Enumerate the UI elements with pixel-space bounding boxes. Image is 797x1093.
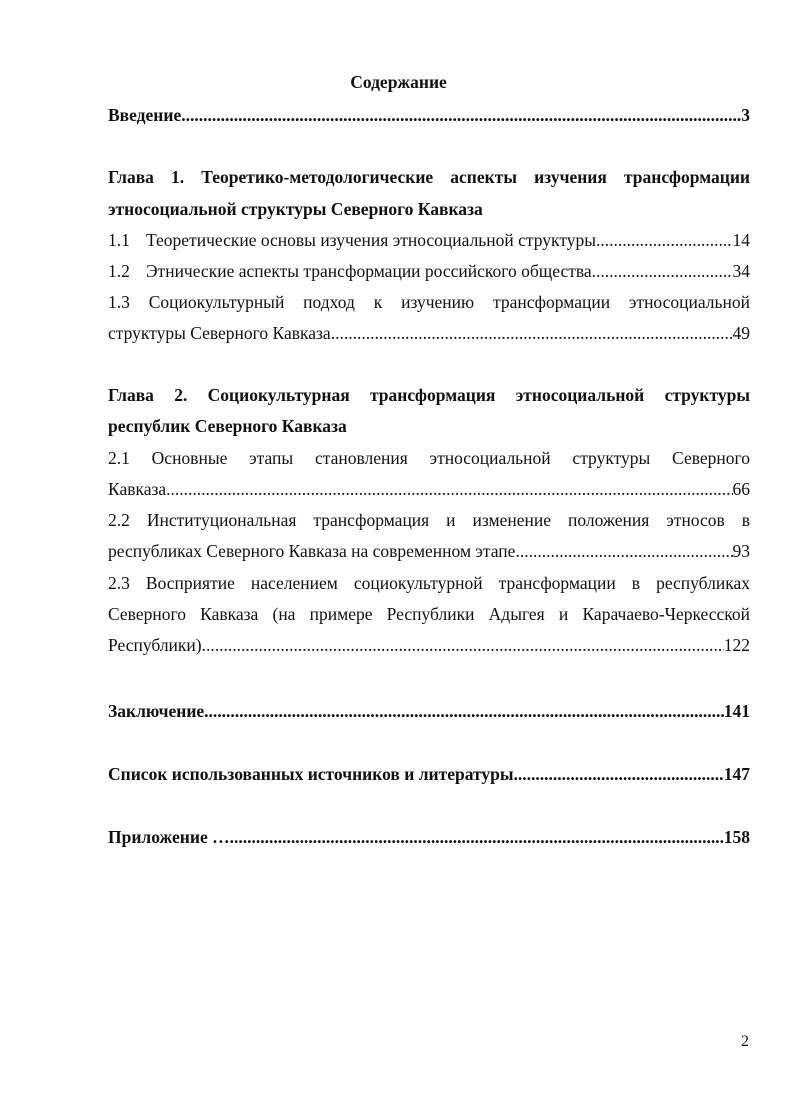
dot-leader	[514, 763, 724, 785]
toc-label: Республики)	[108, 635, 202, 655]
dot-leader	[181, 104, 741, 126]
page-number: 2	[741, 1033, 749, 1050]
toc-page: 122	[723, 635, 750, 655]
dot-leader	[515, 540, 732, 562]
section-number: 1.1	[108, 230, 130, 250]
toc-entry-intro	[108, 104, 750, 126]
dot-leader	[202, 634, 724, 656]
toc-entry-1-1	[108, 229, 750, 251]
toc-entry-1-3-line1: 1.3 Социокультурный подход к изучению трансформации этносоциальной	[108, 292, 750, 312]
chapter1-heading-line2: этносоциальной структуры Северного Кавказа	[108, 199, 483, 219]
toc-entry-2-2-line1: 2.2 Институциональная трансформация и изменение положения этносов в	[108, 510, 750, 530]
dot-leader	[331, 322, 733, 344]
section-title: Теоретические основы изучения этносоциальной структуры	[146, 230, 596, 250]
dot-leader	[592, 260, 733, 282]
toc-entry-2-1-line1: 2.1 Основные этапы становления этносоциальной структуры Северного	[108, 448, 750, 468]
toc-page: 141	[723, 701, 750, 721]
toc-entry-appendix	[108, 826, 750, 848]
toc-page: 49	[732, 323, 750, 343]
toc-entry-1-2	[108, 260, 750, 282]
toc-page: 66	[732, 479, 750, 499]
chapter2-heading-line2: республик Северного Кавказа	[108, 416, 347, 436]
toc-page: 158	[723, 827, 750, 847]
toc-entry-1-3-line2	[108, 322, 750, 344]
chapter1-heading-line1: Глава 1. Теоретико-методологические аспекты изучения трансформации	[108, 167, 750, 187]
section-title: Этнические аспекты трансформации российского общества	[146, 261, 592, 281]
toc-label: Введение	[108, 105, 182, 125]
section-number: 1.2	[108, 261, 130, 281]
toc-label: Заключение	[108, 701, 205, 721]
page-title: Содержание	[350, 72, 447, 92]
toc-entry-2-2-line2	[108, 540, 750, 562]
toc-entry-2-3-line2: Северного Кавказа (на примере Республики Адыгея и Карачаево-Черкесской	[108, 604, 750, 624]
toc-page: 147	[723, 764, 750, 784]
dot-leader	[596, 229, 733, 251]
toc-label: республиках Северного Кавказа на современном этапе	[108, 541, 516, 561]
dot-leader	[204, 700, 724, 722]
toc-page: 34	[732, 261, 750, 281]
toc-label: структуры Северного Кавказа	[108, 323, 331, 343]
toc-page: 93	[732, 541, 750, 561]
toc-entry-2-3-line1: 2.3 Восприятие населением социокультурной трансформации в республиках	[108, 573, 750, 593]
chapter2-heading-line1: Глава 2. Социокультурная трансформация этносоциальной структуры	[108, 385, 750, 405]
toc-entry-2-3-line3	[108, 634, 750, 656]
toc-page: 3	[741, 105, 750, 125]
toc-entry-sources	[108, 763, 750, 785]
toc-page: 14	[732, 230, 750, 250]
toc-label: Список использованных источников и литературы	[108, 764, 514, 784]
toc-label: Приложение …	[108, 827, 230, 847]
dot-leader	[166, 478, 732, 500]
toc-entry-2-1-line2	[108, 478, 750, 500]
toc-entry-conclusion	[108, 700, 750, 722]
toc-label: Кавказа	[108, 479, 167, 499]
dot-leader	[230, 826, 724, 848]
